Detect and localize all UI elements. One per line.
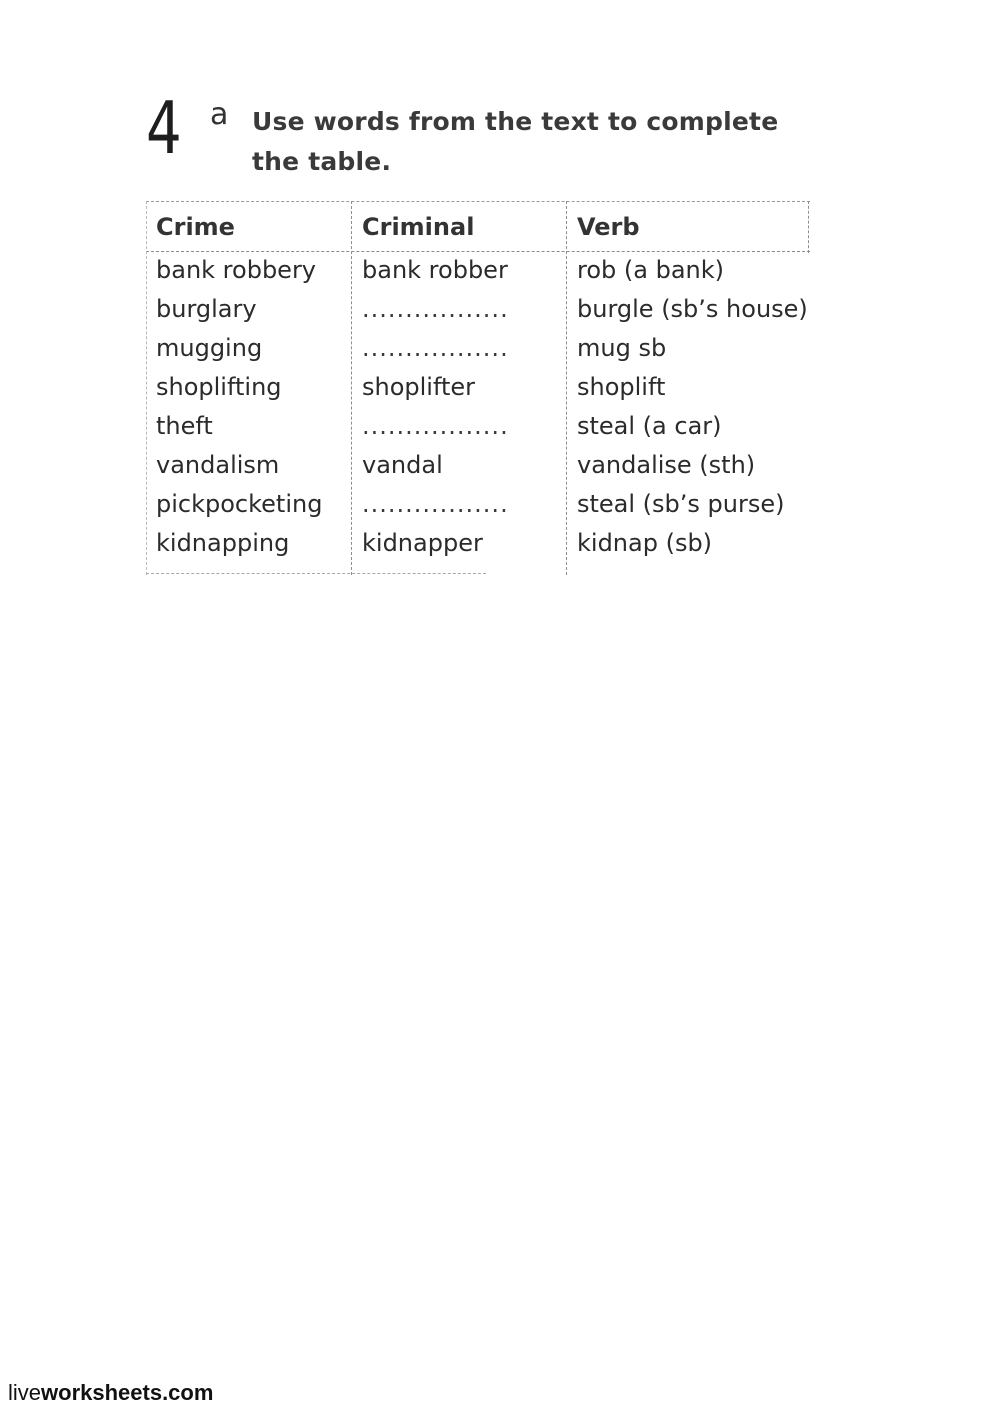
criminal-blank[interactable]: ................. [362,490,509,518]
verb-cell: steal (sb’s purse) [577,490,785,518]
header-criminal: Criminal [362,213,475,241]
exercise-number: 4 [146,86,182,170]
crime-cell: kidnapping [156,529,290,557]
instruction-text: Use words from the text to complete the table. [252,107,779,176]
criminal-cell: bank robber [362,256,508,284]
verb-cell: rob (a bank) [577,256,724,284]
verb-cell: vandalise (sth) [577,451,756,479]
crime-cell: shoplifting [156,373,282,401]
table-column-line [146,201,147,575]
criminal-blank[interactable]: ................. [362,295,509,323]
criminal-blank[interactable]: ................. [362,334,509,362]
brand-live: live [8,1380,42,1405]
criminal-blank[interactable]: ................. [362,412,509,440]
footer-brand [8,1380,213,1406]
brand-worksheets: worksheets.com [41,1380,214,1405]
criminal-cell: shoplifter [362,373,476,401]
verb-cell: burgle (sb’s house) [577,295,808,323]
verb-cell: steal (a car) [577,412,722,440]
table-column-line [808,201,809,253]
crime-cell: burglary [156,295,257,323]
header-verb: Verb [577,213,640,241]
header-crime: Crime [156,213,235,241]
exercise-letter: a [210,97,229,132]
crime-cell: theft [156,412,213,440]
criminal-cell: kidnapper [362,529,483,557]
verb-cell: shoplift [577,373,666,401]
table-border-top [146,201,810,202]
crime-cell: bank robbery [156,256,317,284]
table-column-line [566,201,567,575]
crime-cell: pickpocketing [156,490,323,518]
table-column-line [351,201,352,575]
criminal-cell: vandal [362,451,443,479]
crime-table [146,201,810,575]
crime-cell: vandalism [156,451,280,479]
table-border-bottom [146,573,486,574]
verb-cell: mug sb [577,334,667,362]
verb-cell: kidnap (sb) [577,529,713,557]
crime-cell: mugging [156,334,263,362]
